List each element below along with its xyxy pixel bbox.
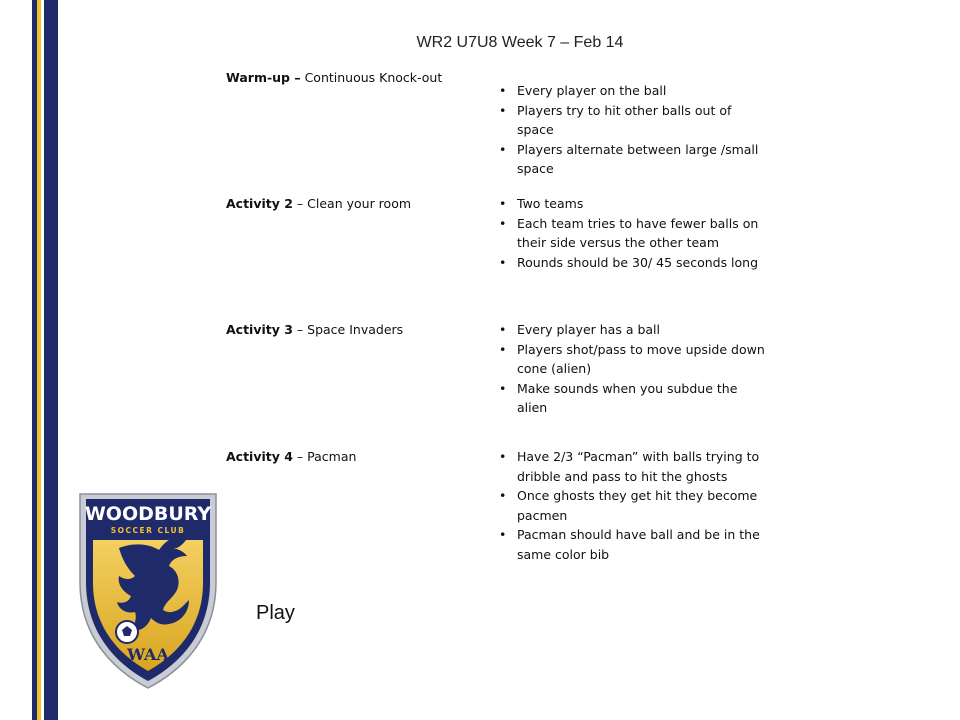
crest-text-woodbury: WOODBURY <box>84 503 212 525</box>
activity-name: Warm-up – <box>226 70 301 85</box>
activity-bullets-3 <box>498 320 770 418</box>
activity-desc: Continuous Knock-out <box>300 70 443 85</box>
activity-desc: – Pacman <box>292 449 357 464</box>
activity-bullets-2 <box>498 194 770 272</box>
bullet-item: • Make sounds when you subdue the alien <box>498 379 770 418</box>
woodbury-soccer-club-crest-icon <box>77 490 219 690</box>
activity-heading-3 <box>226 322 403 337</box>
play-label: Play <box>256 602 295 624</box>
activity-heading-warmup <box>226 70 442 85</box>
bullet-item: • Each team tries to have fewer balls on their side versus the other team <box>498 214 770 253</box>
activity-desc: – Space Invaders <box>292 322 404 337</box>
bullet-item: • Two teams <box>498 194 770 214</box>
slide-title: WR2 U7U8 Week 7 – Feb 14 <box>416 34 624 51</box>
bullet-item: • Players try to hit other balls out of space <box>498 101 770 140</box>
bullet-item: • Players shot/pass to move upside down cone (alien) <box>498 340 770 379</box>
left-border-stripe-navy-wide <box>44 0 58 720</box>
activity-name: Activity 2 <box>226 196 293 211</box>
activity-name: Activity 3 <box>226 322 293 337</box>
activity-name: Activity 4 <box>226 449 293 464</box>
activity-heading-2 <box>226 196 411 211</box>
crest-text-soccer-club: SOCCER CLUB <box>110 526 186 535</box>
bullet-item: • Every player has a ball <box>498 320 770 340</box>
bullet-item: • Pacman should have ball and be in the same color bib <box>498 525 770 564</box>
crest-text-waa: WAA <box>127 645 169 664</box>
bullet-item: • Players alternate between large /small space <box>498 140 770 179</box>
bullet-item: • Rounds should be 30/ 45 seconds long <box>498 253 770 273</box>
activity-bullets-warmup <box>498 81 770 179</box>
bullet-item: • Every player on the ball <box>498 81 770 101</box>
activity-heading-4 <box>226 449 356 464</box>
bullet-item: • Have 2/3 “Pacman” with balls trying to dribble and pass to hit the ghosts <box>498 447 770 486</box>
bullet-item: • Once ghosts they get hit they become pacmen <box>498 486 770 525</box>
activity-bullets-4 <box>498 447 770 564</box>
activity-desc: – Clean your room <box>292 196 412 211</box>
